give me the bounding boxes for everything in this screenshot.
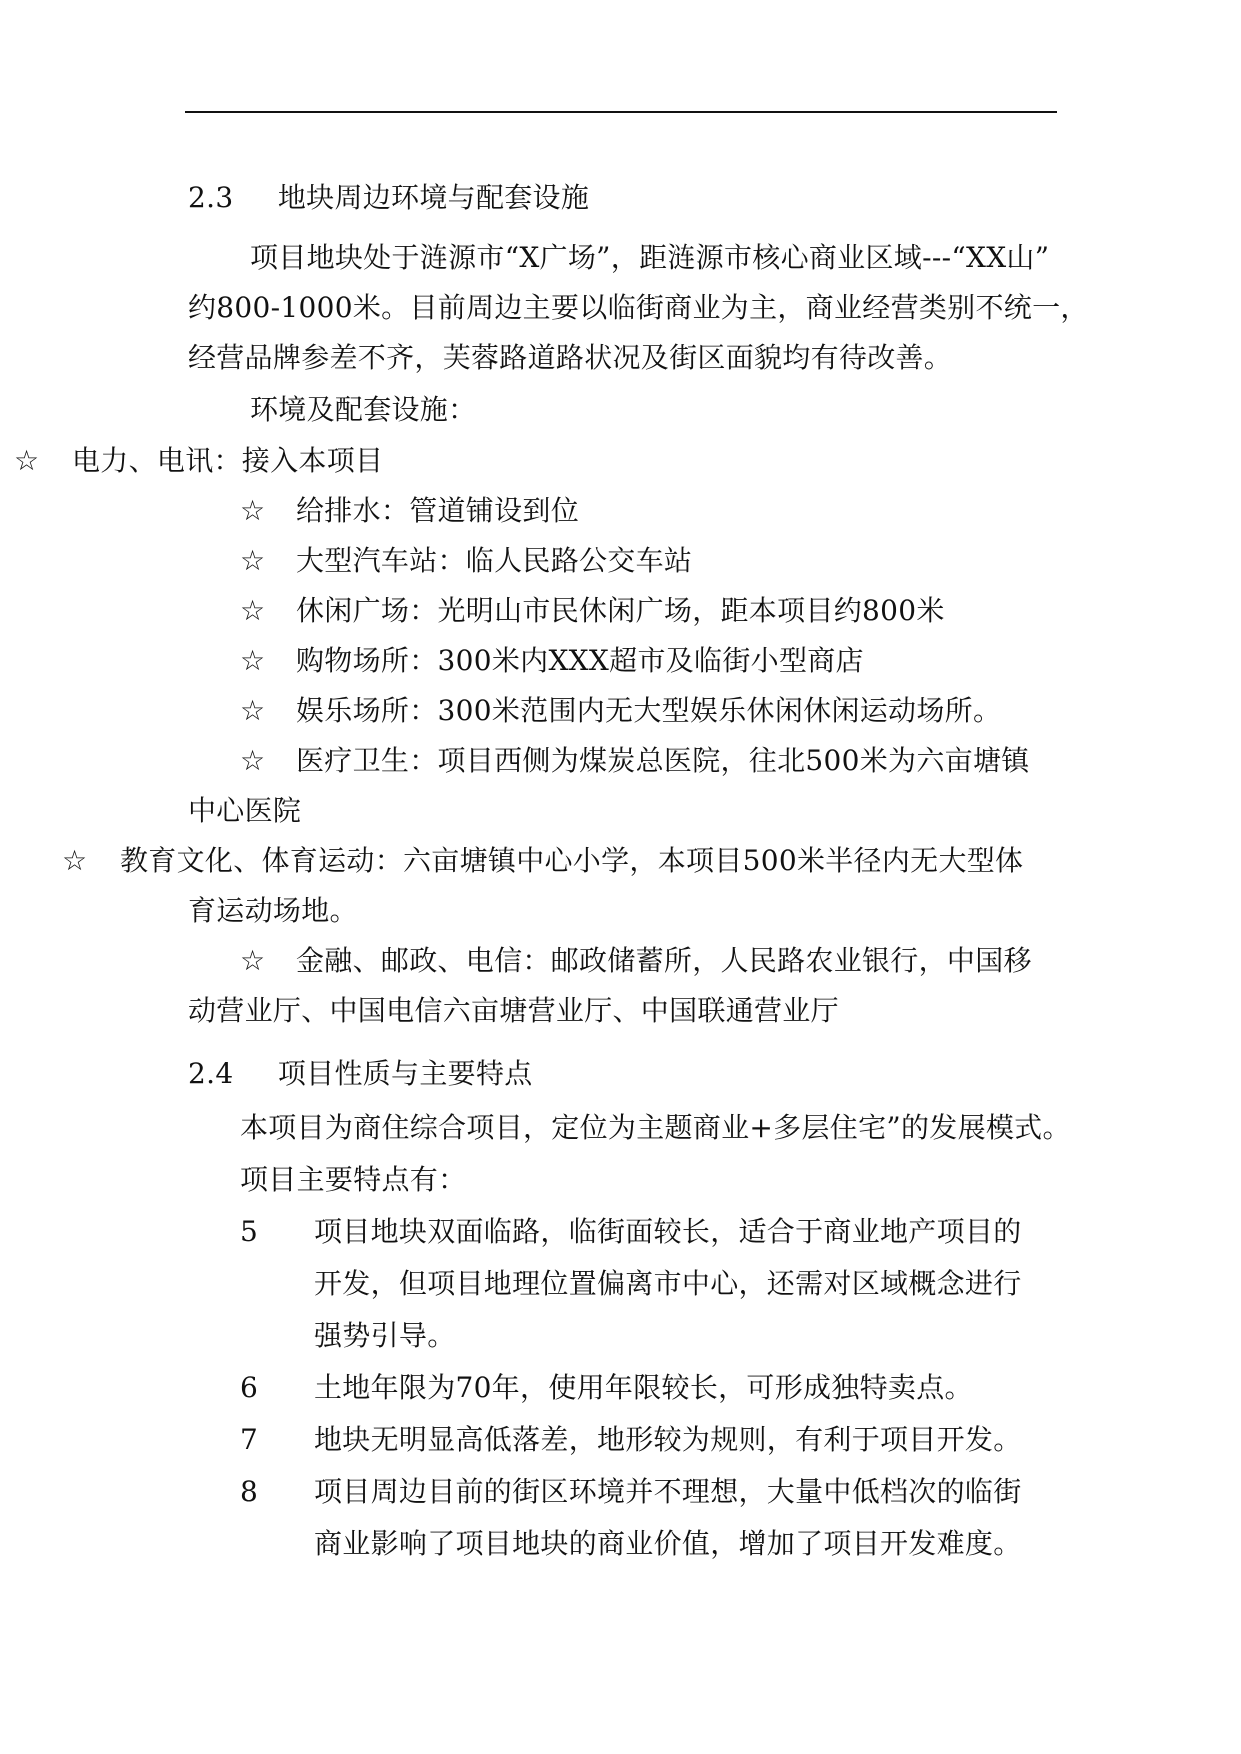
- section-heading: [188, 180, 589, 216]
- feature-number: 5: [240, 1215, 259, 1248]
- feature-number: 7: [240, 1423, 259, 1456]
- star-icon: ☆: [14, 444, 40, 477]
- star-icon: ☆: [240, 494, 266, 527]
- env-heading: 环境及配套设施：: [250, 393, 477, 426]
- feature-line: 地块无明显高低落差，地形较为规则，有利于项目开发。: [314, 1423, 1022, 1456]
- list-item: 娱乐场所：300米范围内无大型娱乐休闲休闲运动场所。: [296, 694, 1002, 727]
- list-item-continuation: 育运动场地。: [188, 894, 358, 927]
- feature-line: 项目地块双面临路，临街面较长，适合于商业地产项目的: [314, 1215, 1022, 1248]
- star-icon: ☆: [240, 644, 266, 677]
- list-item: 购物场所：300米内XXX超市及临街小型商店: [296, 644, 864, 677]
- star-icon: ☆: [240, 944, 266, 977]
- paragraph-line: 经营品牌参差不齐，芙蓉路道路状况及街区面貌均有待改善。: [188, 341, 953, 374]
- paragraph-line: 约800-1000米。目前周边主要以临街商业为主，商业经营类别不统一，: [188, 291, 1089, 324]
- star-icon: ☆: [240, 744, 266, 777]
- list-item: 医疗卫生：项目西侧为煤炭总医院，往北500米为六亩塘镇: [296, 744, 1030, 777]
- section-title: 项目性质与主要特点: [277, 1057, 533, 1090]
- section-title: 地块周边环境与配套设施: [277, 181, 590, 214]
- feature-line: 土地年限为70年，使用年限较长，可形成独特卖点。: [314, 1371, 973, 1404]
- section-heading: [188, 1056, 533, 1092]
- star-icon: ☆: [240, 694, 266, 727]
- feature-number: 6: [240, 1371, 259, 1404]
- list-item: 大型汽车站：临人民路公交车站: [296, 544, 693, 577]
- paragraph-line: 本项目为商住综合项目，定位为主题商业+多层住宅”的发展模式。: [240, 1111, 1071, 1144]
- star-icon: ☆: [62, 844, 88, 877]
- star-icon: ☆: [240, 594, 266, 627]
- list-item: 休闲广场：光明山市民休闲广场，距本项目约800米: [296, 594, 945, 627]
- section-number: 2.3: [188, 181, 234, 214]
- feature-number: 8: [240, 1475, 259, 1508]
- list-item: 教育文化、体育运动：六亩塘镇中心小学，本项目500米半径内无大型体: [120, 844, 1024, 877]
- section-number: 2.4: [188, 1057, 234, 1090]
- features-heading: 项目主要特点有：: [240, 1163, 467, 1196]
- header-rule: [185, 111, 1057, 113]
- feature-line: 商业影响了项目地块的商业价值，增加了项目开发难度。: [314, 1527, 1022, 1560]
- list-item: 电力、电讯：接入本项目: [72, 444, 384, 477]
- paragraph-line: 项目地块处于涟源市“X广场”，距涟源市核心商业区域---“XX山”: [250, 241, 1050, 274]
- list-item: 金融、邮政、电信：邮政储蓄所，人民路农业银行，中国移: [296, 944, 1032, 977]
- star-icon: ☆: [240, 544, 266, 577]
- list-item: 给排水：管道铺设到位: [296, 494, 580, 527]
- list-item-continuation: 动营业厅、中国电信六亩塘营业厅、中国联通营业厅: [188, 994, 839, 1027]
- list-item-continuation: 中心医院: [188, 794, 302, 827]
- feature-line: 项目周边目前的街区环境并不理想，大量中低档次的临街: [314, 1475, 1022, 1508]
- feature-line: 强势引导。: [314, 1319, 456, 1352]
- feature-line: 开发，但项目地理位置偏离市中心，还需对区域概念进行: [314, 1267, 1022, 1300]
